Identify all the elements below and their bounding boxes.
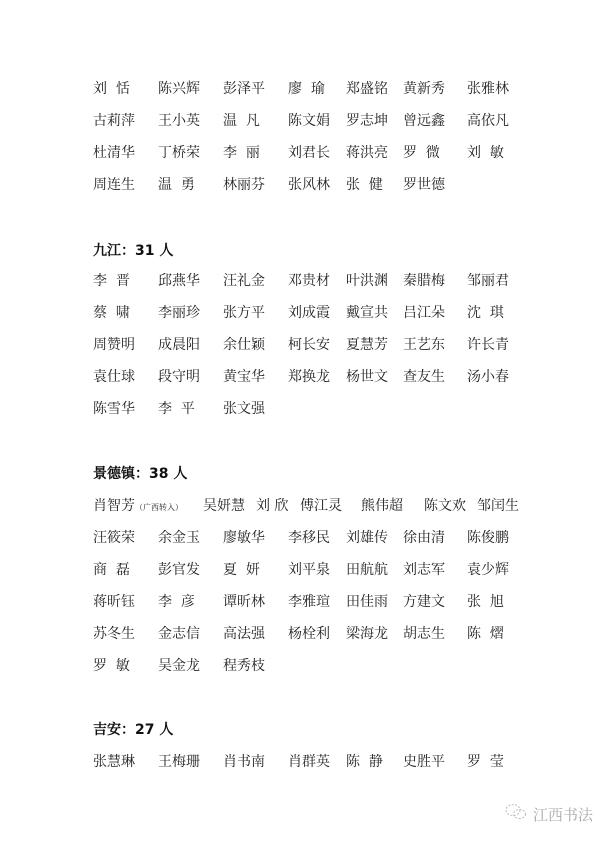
member-name: 蔡 啸: [93, 305, 130, 321]
member-name: 陈 静: [346, 754, 383, 770]
member-name: [256, 495, 288, 515]
member-name: 罗 敏: [93, 658, 130, 674]
member-name: 胡志生: [403, 626, 445, 642]
member-name: 罗志坤: [346, 113, 388, 129]
member-name: 夏慧芳: [346, 337, 388, 353]
member-name: 罗 微: [403, 145, 440, 161]
member-name: 金志信: [158, 626, 200, 642]
member-name: 刘平泉: [288, 562, 330, 578]
member-name: 夏 妍: [223, 562, 260, 578]
member-name: 张文强: [223, 401, 265, 417]
member-name: 徐由清: [403, 530, 445, 546]
member-name: 袁仕球: [93, 369, 135, 385]
member-name: 戴宣共: [346, 305, 388, 321]
member-name: 沈 琪: [467, 305, 504, 321]
member-name: 史胜平: [403, 754, 445, 770]
member-name: 张风林: [288, 177, 330, 193]
member-name: 吕江朵: [403, 305, 445, 321]
section-heading: 吉安：27 人: [93, 722, 174, 738]
member-name: 王梅珊: [158, 754, 200, 770]
member-name: 田佳雨: [346, 594, 388, 610]
member-name: 蒋昕钰: [93, 594, 135, 610]
member-name: 陈俊鹏: [467, 530, 509, 546]
member-name: 罗 莹: [467, 754, 504, 770]
member-name: 陈雪华: [93, 401, 135, 417]
member-name: 李 彦: [158, 594, 195, 610]
name-text: 熊伟超: [361, 498, 403, 514]
member-name: 黄新秀: [403, 81, 445, 97]
member-name: 刘 恬: [93, 81, 130, 97]
member-name: 邱燕华: [158, 273, 200, 289]
member-name: 方建文: [403, 594, 445, 610]
member-name: 秦腊梅: [403, 273, 445, 289]
member-name: 程秀枝: [223, 658, 265, 674]
member-name: 廖敏华: [223, 530, 265, 546]
member-name: 温 凡: [223, 113, 260, 129]
member-name: 蒋洪亮: [346, 145, 388, 161]
member-name: 刘 敏: [467, 145, 504, 161]
member-name: 李丽珍: [158, 305, 200, 321]
member-name: 李 丽: [223, 145, 260, 161]
member-name: 廖 瑜: [288, 81, 325, 97]
member-name: [203, 495, 245, 515]
member-name: 肖群英: [288, 754, 330, 770]
member-name: 丁桥荣: [158, 145, 200, 161]
member-name: 苏冬生: [93, 626, 135, 642]
member-name: 郑盛铭: [346, 81, 388, 97]
member-name: 黄宝华: [223, 369, 265, 385]
member-name: [361, 495, 403, 515]
member-name: 梁海龙: [346, 626, 388, 642]
member-name: 刘雄传: [346, 530, 388, 546]
member-name: 李雅瑄: [288, 594, 330, 610]
member-name: 王艺东: [403, 337, 445, 353]
member-name: 汪礼金: [223, 273, 265, 289]
member-name: 肖书南: [223, 754, 265, 770]
member-name: 谭昕林: [223, 594, 265, 610]
member-name: 彭官发: [158, 562, 200, 578]
member-name: 田航航: [346, 562, 388, 578]
member-name: 李 平: [158, 401, 195, 417]
member-name: 曾远鑫: [403, 113, 445, 129]
member-name: 温 勇: [158, 177, 195, 193]
member-name: 张 健: [346, 177, 383, 193]
member-name: 叶洪渊: [346, 273, 388, 289]
member-name: 杨栓利: [288, 626, 330, 642]
member-name: 许长青: [467, 337, 509, 353]
member-name: 刘成霞: [288, 305, 330, 321]
name-text: 邹闰生: [477, 498, 519, 514]
member-name: 张方平: [223, 305, 265, 321]
wechat-icon: [505, 803, 527, 825]
member-name: [93, 495, 183, 515]
member-name: 段守明: [158, 369, 200, 385]
section-heading: 景德镇：38 人: [93, 466, 188, 482]
member-name: 张 旭: [467, 594, 504, 610]
member-name: 王小英: [158, 113, 200, 129]
member-name: 彭泽平: [223, 81, 265, 97]
member-name: 成晨阳: [158, 337, 200, 353]
member-name: 郑换龙: [288, 369, 330, 385]
section-heading: 九江：31 人: [93, 243, 174, 259]
member-name: 高法强: [223, 626, 265, 642]
member-name: 汤小春: [467, 369, 509, 385]
member-name: 周赞明: [93, 337, 135, 353]
member-name: 邹丽君: [467, 273, 509, 289]
name-text: 肖智芳: [93, 498, 135, 514]
member-name: 陈文娟: [288, 113, 330, 129]
member-name: 张雅林: [467, 81, 509, 97]
watermark: [505, 803, 593, 825]
member-name: 李移民: [288, 530, 330, 546]
member-name: 邓贵材: [288, 273, 330, 289]
transfer-note: （广西转入）: [135, 503, 183, 512]
member-name: 余仕颖: [223, 337, 265, 353]
member-name: 余金玉: [158, 530, 200, 546]
member-name: 陈 熠: [467, 626, 504, 642]
member-name: 刘志军: [403, 562, 445, 578]
name-text: 傅江灵: [300, 498, 342, 514]
watermark-text: 江西书法: [533, 805, 594, 824]
name-text: 吴妍慧: [203, 498, 245, 514]
member-name: 汪筱荣: [93, 530, 135, 546]
member-name: 杨世文: [346, 369, 388, 385]
name-text: 刘 欣: [256, 498, 289, 514]
member-name: 古莉萍: [93, 113, 135, 129]
member-name: 查友生: [403, 369, 445, 385]
member-name: 李 晋: [93, 273, 130, 289]
member-name: 杜清华: [93, 145, 135, 161]
member-name: [300, 495, 342, 515]
member-name: 柯长安: [288, 337, 330, 353]
member-name: 刘君长: [288, 145, 330, 161]
member-name: 陈兴辉: [158, 81, 200, 97]
name-text: 陈文欢: [424, 498, 466, 514]
member-name: 袁少辉: [467, 562, 509, 578]
member-name: 罗世德: [403, 177, 445, 193]
member-name: 张慧琳: [93, 754, 135, 770]
member-name: 吴金龙: [158, 658, 200, 674]
member-name: 商 磊: [93, 562, 130, 578]
member-name: 周连生: [93, 177, 135, 193]
member-name: 林丽芬: [223, 177, 265, 193]
member-name: [424, 495, 466, 515]
member-name: 高依凡: [467, 113, 509, 129]
member-name: [477, 495, 519, 515]
